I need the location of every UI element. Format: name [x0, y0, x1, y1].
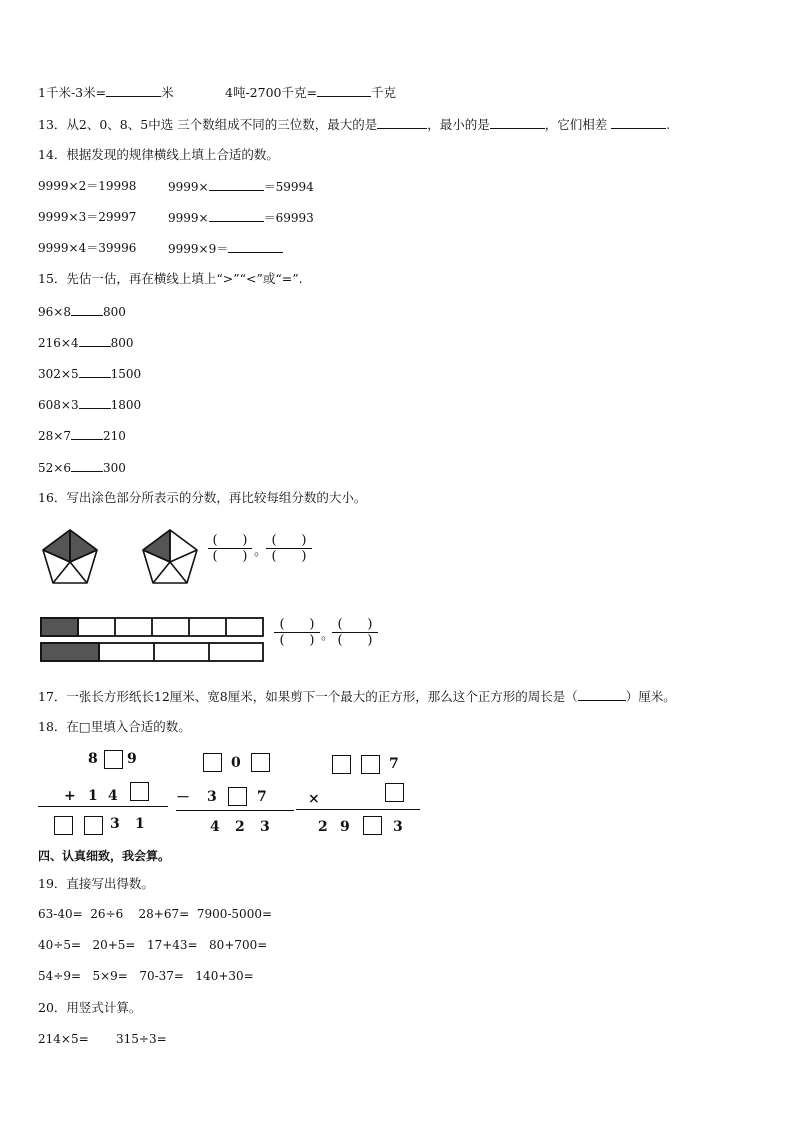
q14-row3-left: 9999×4＝39996 [38, 241, 137, 255]
p1-mid-digit-a: 1 [88, 788, 98, 804]
q14-row2-pre: 9999× [168, 211, 209, 225]
bar1-shaded-part [41, 618, 78, 636]
p2-top-digit: 0 [231, 755, 241, 771]
q14-row3-pre: 9999×9＝ [168, 242, 229, 256]
q13-blank-min[interactable] [490, 116, 545, 129]
q15-item-2-left: 216×4 [38, 336, 79, 350]
q14-row2-right [168, 209, 314, 226]
q15-item-2-blank[interactable] [79, 334, 111, 347]
p3-result-digit-c: 3 [393, 819, 403, 835]
p2-result-digit-b: 2 [235, 819, 245, 835]
q15-item-4-right: 1800 [110, 398, 142, 412]
q15-item-1-right: 800 [102, 305, 126, 319]
q19-r3-c4: 140+30= [195, 969, 254, 983]
q15-item-4-left: 608×3 [38, 398, 79, 412]
q19-r2-c3: 17+43= [146, 938, 198, 952]
fraction-3-denominator: ( ) [279, 633, 315, 648]
p1-top-box[interactable] [104, 750, 123, 769]
p3-result-digit-b: 9 [340, 819, 350, 835]
p2-minus-sign: － [176, 790, 190, 806]
q19-r3-c1: 54÷9= [38, 969, 82, 983]
q19-r2-c2: 20+5= [92, 938, 136, 952]
q19-r3-c2: 5×9= [92, 969, 128, 983]
q14-row3-right [168, 240, 283, 257]
q12-blank-b[interactable] [317, 84, 371, 97]
q15-item-6-left: 52×6 [38, 461, 71, 475]
q15-item-4-blank[interactable] [79, 396, 111, 409]
q16-compare-circle-1[interactable]: 。 [254, 544, 268, 559]
q16-fraction-1[interactable] [208, 533, 252, 564]
fraction-2-numerator: ( ) [271, 533, 307, 548]
q14-row2-left: 9999×3＝29997 [38, 210, 137, 224]
q19-row-3 [38, 968, 254, 984]
q15-item-3 [38, 365, 141, 382]
pentagon-figure-1 [40, 528, 100, 586]
q16-compare-circle-2[interactable]: 。 [321, 628, 335, 643]
q16-fraction-3[interactable] [274, 617, 320, 648]
p2-result-digit-c: 3 [260, 819, 270, 835]
q16-fraction-4[interactable] [332, 617, 378, 648]
q12-unit-b: 千克 [370, 85, 396, 100]
fraction-1-denominator: ( ) [212, 549, 248, 564]
p2-difference-line [176, 810, 294, 811]
pentagon-figure-2 [140, 528, 200, 586]
p3-top-box-a[interactable] [332, 755, 351, 774]
q15-item-1 [38, 303, 126, 320]
p3-product-line [296, 809, 420, 810]
q19-r2-c4: 80+700= [209, 938, 268, 952]
q13-blank-diff[interactable] [611, 116, 666, 129]
bar-figures [40, 616, 265, 664]
q15-item-6 [38, 459, 126, 476]
q20-title: 20．用竖式计算。 [38, 1000, 142, 1015]
q19-row-2 [38, 937, 267, 953]
q17-text-end: ）厘米。 [625, 689, 676, 704]
q13-part1: 13．从2、0、8、5中选 三个数组成不同的三位数，最大的是 [38, 117, 378, 132]
q15-item-5 [38, 427, 126, 444]
q13-part3: ，它们相差 [544, 117, 608, 132]
p3-result-digit-a: 2 [318, 819, 328, 835]
q12-expr-a: 1千米-3米= [38, 85, 107, 100]
q18-title: 18．在□里填入合适的数。 [38, 719, 191, 734]
p3-times-sign: × [308, 791, 320, 807]
p1-result-digit-a: 3 [110, 816, 120, 832]
q14-row3-blank[interactable] [228, 240, 283, 253]
p3-top-digit: 7 [389, 756, 399, 772]
q13-part2: ，最小的是 [427, 117, 490, 132]
p2-mid-digit-b: 7 [257, 789, 267, 805]
q16-title: 16．写出涂色部分所表示的分数，再比较每组分数的大小。 [38, 490, 367, 505]
p3-top-box-b[interactable] [361, 755, 380, 774]
q15-title: 15．先估一估，再在横线上填上“>”“<”或“=”. [38, 271, 303, 286]
q13-part4: . [666, 117, 671, 132]
p1-sum-line [38, 806, 168, 807]
q15-item-2 [38, 334, 134, 351]
p2-top-box-a[interactable] [203, 753, 222, 772]
q14-row2-post: ＝69993 [263, 211, 314, 225]
fraction-1-numerator: ( ) [212, 533, 248, 548]
section-4-heading: 四、认真细致，我会算。 [38, 849, 171, 863]
q15-item-2-right: 800 [110, 336, 134, 350]
q13 [38, 116, 670, 133]
q14-row1-post: ＝59994 [263, 180, 314, 194]
q19-r1-c2: 26÷6 [90, 907, 124, 921]
q15-item-5-right: 210 [102, 429, 126, 443]
bar2-shaded-part [41, 643, 99, 661]
q19-r1-c1: 63-40= [38, 907, 83, 921]
p1-top-digit-a: 8 [88, 751, 98, 767]
q12-line [38, 84, 174, 101]
q20-item-2: 315÷3= [116, 1032, 167, 1046]
q12-blank-a[interactable] [106, 84, 161, 97]
q15-item-4 [38, 396, 141, 413]
q14-row1-left: 9999×2＝19998 [38, 179, 137, 193]
q15-item-1-blank[interactable] [71, 303, 103, 316]
p2-top-box-b[interactable] [251, 753, 270, 772]
q14-row1-right [168, 178, 314, 195]
p2-mid-box[interactable] [228, 787, 247, 806]
q19-r1-c3: 28+67= [138, 907, 190, 921]
q15-item-6-blank[interactable] [71, 459, 103, 472]
q15-item-3-right: 1500 [110, 367, 142, 381]
q19-r1-c4: 7900-5000= [196, 907, 273, 921]
q15-item-6-right: 300 [102, 461, 126, 475]
p1-top-digit-b: 9 [127, 751, 137, 767]
p1-result-box-b[interactable] [84, 816, 103, 835]
q13-blank-max[interactable] [377, 116, 427, 129]
q19-row-1 [38, 906, 272, 922]
fraction-3-numerator: ( ) [279, 617, 315, 632]
q15-item-5-left: 28×7 [38, 429, 71, 443]
q17-blank[interactable] [578, 688, 626, 701]
p1-result-digit-b: 1 [135, 816, 145, 832]
p2-mid-digit-a: 3 [207, 789, 217, 805]
p1-plus-sign: + [64, 788, 76, 804]
q14-row1-pre: 9999× [168, 180, 209, 194]
q12-expr-b: 4吨-2700千克= [225, 85, 317, 100]
p1-mid-digit-b: 4 [108, 788, 118, 804]
p3-result-box[interactable] [363, 816, 382, 835]
q14-row1-blank[interactable] [209, 178, 264, 191]
p3-multiplier-box[interactable] [385, 783, 404, 802]
q17 [38, 688, 676, 705]
q17-text: 17．一张长方形纸长12厘米、宽8厘米，如果剪下一个最大的正方形，那么这个正方形的周长是（ [38, 689, 578, 704]
q15-item-3-blank[interactable] [79, 365, 111, 378]
q14-title: 14．根据发现的规律横线上填上合适的数。 [38, 147, 279, 162]
p1-mid-box[interactable] [130, 782, 149, 801]
p1-result-box-a[interactable] [54, 816, 73, 835]
fraction-4-denominator: ( ) [337, 633, 373, 648]
fraction-2-denominator: ( ) [271, 549, 307, 564]
q19-r2-c1: 40÷5= [38, 938, 82, 952]
q19-title: 19．直接写出得数。 [38, 876, 154, 891]
q12-line-b [225, 84, 396, 101]
q15-item-5-blank[interactable] [71, 427, 103, 440]
q19-r3-c3: 70-37= [139, 969, 184, 983]
q12-unit-a: 米 [161, 85, 174, 100]
p2-result-digit-a: 4 [210, 819, 220, 835]
q20-item-1: 214×5= [38, 1032, 89, 1046]
q16-fraction-2[interactable] [266, 533, 312, 564]
q14-row2-blank[interactable] [209, 209, 264, 222]
q15-item-1-left: 96×8 [38, 305, 71, 319]
fraction-4-numerator: ( ) [337, 617, 373, 632]
q15-item-3-left: 302×5 [38, 367, 79, 381]
